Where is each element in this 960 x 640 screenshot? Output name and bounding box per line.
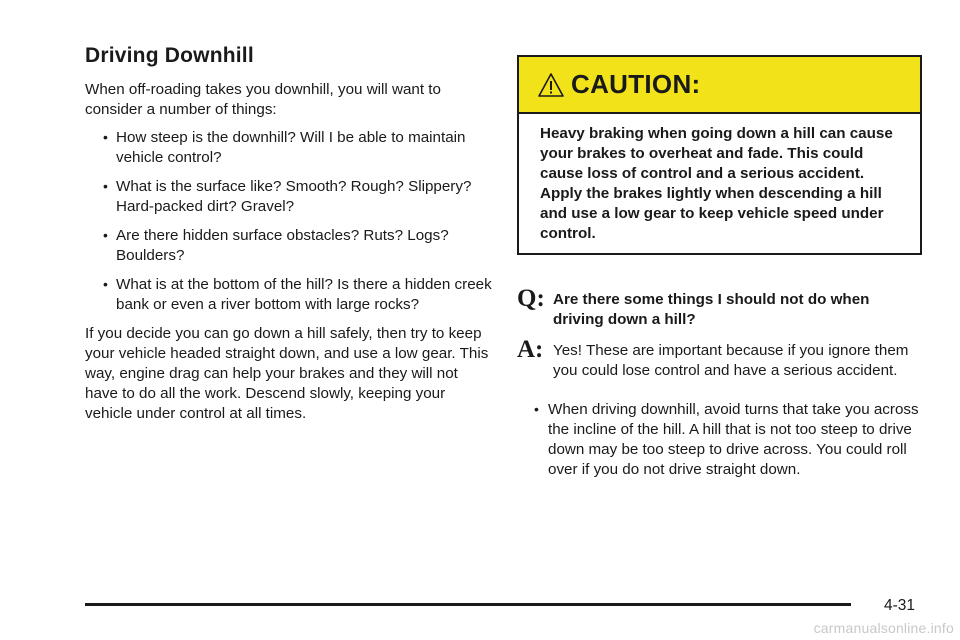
list-item: • Are there hidden surface obstacles? Ruts? Logs? Boulders? bbox=[85, 226, 495, 266]
caution-box bbox=[517, 55, 922, 255]
question-marker: Q: bbox=[517, 285, 545, 312]
closing-paragraph: If you decide you can go down a hill safely, then try to keep your vehicle headed straight down, and use a low gear. This way, engine drag can help your brakes and they will not have to do all the work. Descend slowly, keeping your vehicle under control at all times. bbox=[85, 325, 489, 422]
list-item: • When driving downhill, avoid turns that take you across the incline of the hill. A hill that is not too steep to drive down may be too steep to drive across. You could roll over if you do not drive straight down. bbox=[517, 400, 922, 480]
page-number: 4-31 bbox=[884, 597, 916, 614]
caution-header bbox=[519, 57, 920, 114]
watermark: carmanualsonline.info bbox=[813, 620, 954, 636]
intro-paragraph: When off-roading takes you downhill, you will want to consider a number of things: bbox=[85, 81, 441, 118]
footer-divider bbox=[85, 603, 851, 606]
considerations-list bbox=[85, 128, 495, 315]
list-item: • What is at the bottom of the hill? Is there a hidden creek bank or even a river bottom with large rocks? bbox=[85, 275, 495, 315]
section-title: Driving Downhill bbox=[85, 44, 254, 67]
answer-block bbox=[517, 336, 917, 381]
warning-triangle-icon bbox=[537, 72, 565, 98]
caution-text: Heavy braking when going down a hill can cause your brakes to overheat and fade. This could cause loss of control and a serious accident. Apply the brakes lightly when descending a hill and use a low gear to keep vehicle speed under control. bbox=[540, 125, 893, 242]
list-item: • How steep is the downhill? Will I be able to maintain vehicle control? bbox=[85, 128, 495, 168]
question-text: Are there some things I should not do when driving down a hill? bbox=[553, 291, 870, 328]
downhill-tips-list bbox=[517, 400, 922, 480]
question-block bbox=[517, 285, 917, 330]
answer-text: Yes! These are important because if you ignore them you could lose control and have a serious accident. bbox=[553, 342, 909, 379]
caution-title: CAUTION: bbox=[571, 69, 701, 99]
answer-marker: A: bbox=[517, 336, 544, 363]
list-item: • What is the surface like? Smooth? Rough? Slippery? Hard-packed dirt? Gravel? bbox=[85, 177, 495, 217]
left-column bbox=[85, 44, 495, 424]
